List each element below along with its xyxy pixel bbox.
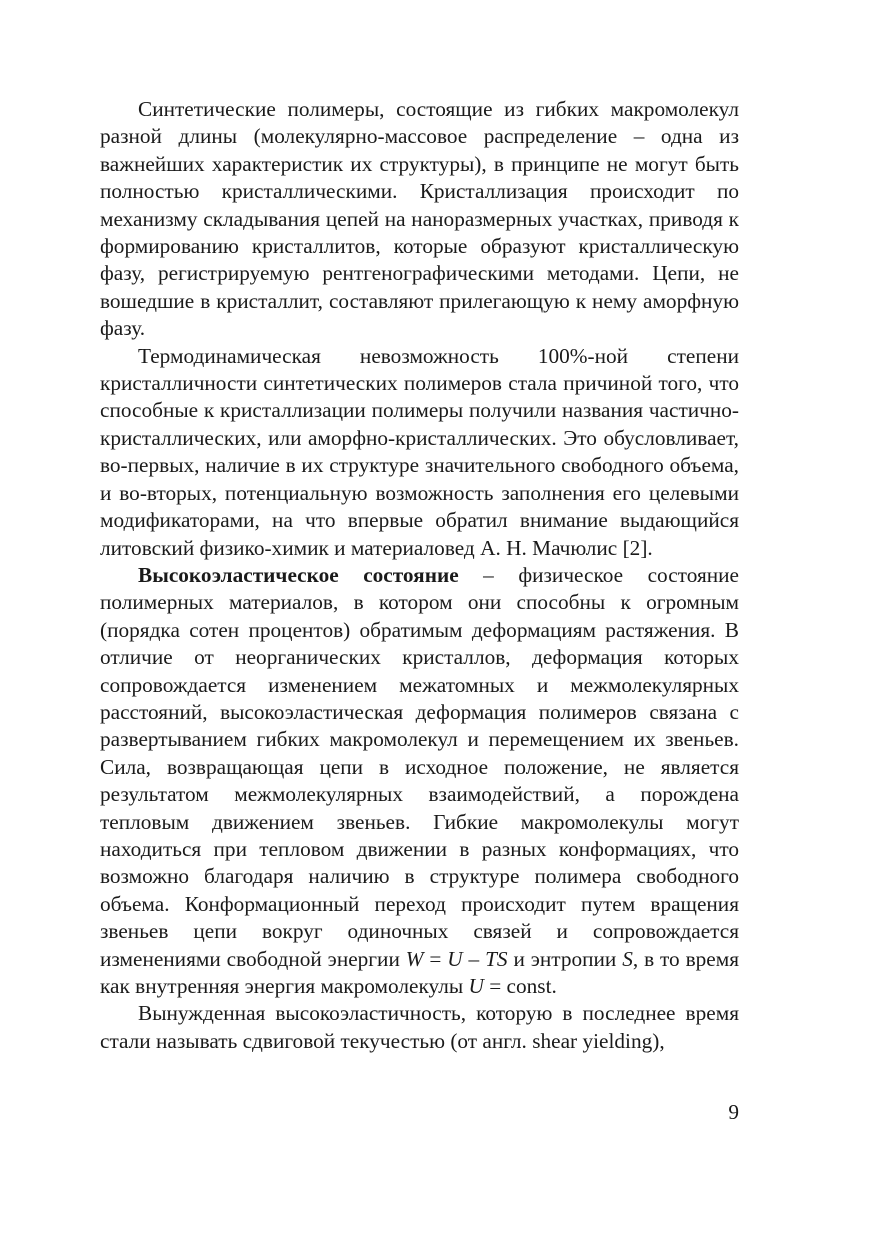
paragraph-3-text-c: , в то время как внутренняя энергия макромолекулы: [100, 946, 740, 998]
paragraph-2: Термодинамическая невозможность 100%-ной степени кристалличности синтетических полимеров стала причиной того, что способные к кристаллизации полимеры получили названия частично-кристаллических, или аморфно-кристаллических. Это обусловливает, во-первых, наличие в их структуре значительного свободного объема, и во-вторых, потенциальную возможность заполнения его целевыми модификаторами, на что впервые обратил внимание выдающийся литовский физико-химик и материаловед А. Н. Мачюлис [2].: [100, 343, 739, 560]
paragraph-3: [100, 562, 739, 1001]
paragraph-4: Вынужденная высокоэластичность, которую в последнее время стали называть сдвиговой текучестью (от англ. shear yielding),: [100, 1001, 739, 1053]
formula-s: S: [622, 946, 633, 971]
term-highly-elastic-state: Высокоэластическое состояние: [138, 562, 459, 587]
paragraph-3-text-a: – физическое состояние полимерных материалов, в котором они способны к огромным (порядка сотен процентов) обратимым деформациям растяжения. В отличие от неорганических кристаллов, деформация которых сопровождается изменением межатомных и межмолекулярных расстояний, высокоэластическая деформация полимеров связана с развертыванием гибких макромолекул и перемещением их звеньев. Сила, возвращающая цепи в исходное положение, не является результатом межмолекулярных взаимодействий, а порождена тепловым движением звеньев. Гибкие макромолекулы могут находиться при тепловом движении в разных конформациях, что возможно благодаря наличию в структуре полимера свободного объема. Конформационный переход происходит путем вращения звеньев цепи вокруг одиночных связей и сопровождается изменениями свободной энергии: [100, 562, 739, 971]
formula-eq1: =: [423, 946, 448, 971]
page-number: 9: [728, 1100, 739, 1124]
formula-u: U: [447, 946, 463, 971]
paragraph-3-text-b: и энтропии: [507, 946, 623, 971]
formula-minus: –: [462, 946, 486, 971]
paragraph-1: Синтетические полимеры, состоящие из гибких макромолекул разной длины (молекулярно-массовое распределение – одна из важнейших характеристик их структуры), в принципе не могут быть полностью кристаллическими. Кристаллизация происходит по механизму складывания цепей на наноразмерных участках, приводя к формированию кристаллитов, которые образуют кристаллическую фазу, регистрируемую рентгенографическими методами. Цепи, не вошедшие в кристаллит, составляют прилегающую к нему аморфную фазу.: [100, 97, 739, 341]
formula-w: W: [405, 946, 424, 971]
formula-eq2: = const.: [483, 974, 557, 998]
page-body: [100, 96, 739, 1055]
formula-ts: TS: [485, 946, 508, 971]
formula-u2: U: [468, 974, 484, 998]
